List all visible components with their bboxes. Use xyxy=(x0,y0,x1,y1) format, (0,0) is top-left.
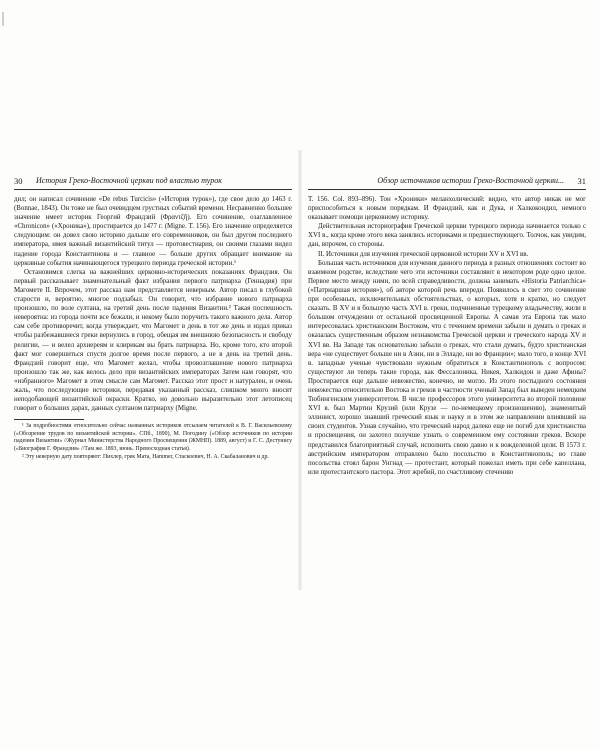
left-paragraph-1: дил; он написал сочинение «De rebus Turcicis» («История турок»), где свое дело до 1463 г. (Bonnae, 1843). Он тоже не был очевидцем грустных событий времени. Несравненно большее значение имеет историк Георгий Франдзий (Φραντζῆ). Его сочинение, озаглавленное «Chronicon» («Хроника»), простирается до 1477 г. (Migne. T. 156). Его значение определяется следующим: он довел свою историю дальше его современников, он был другом последнего императора, имея важный византийский титул — протовестиария, он своими глазами видел падение города Константинова и — главное — больше других обращает внимание на церковные события начинающегося турецкого периода греческой истории.¹ xyxy=(14,196,292,267)
footnote-1: ¹ За подробностями относительно сейчас названных историков отсылаем читателей к В. Г. Васильевскому («Обозрение трудов по византийской истории». СПб., 1890), М. Погодину («Обзор источников по истории падения Византии» //Журнал Министерства Народного Просвещения (ЖМНП). 1889, август) и Г. С. Дестунису («Биография Г. Франдзия» //Там же. 1893, июнь. Превосходная статья). xyxy=(14,423,292,453)
right-paragraph-1: T. 156. Col. 893–896). Тон «Хроники» меланхолический: видно, что автор никак не мог приспособиться к новым порядкам. И Франдзий, как и Дука, и Халкокондил, немного оказывает помощи церковному историку. xyxy=(308,196,586,222)
left-page xyxy=(14,175,292,461)
right-page-body xyxy=(308,195,586,477)
left-running-title: История Греко-Восточной церкви под властью турок xyxy=(36,176,222,185)
left-page-body xyxy=(14,195,292,413)
left-page-number: 30 xyxy=(14,176,23,186)
left-paragraph-2: Остановимся слегка на важнейших церковно-исторических показаниях Франдзия. Он первый рассказывает знаменательный факт избрания первого патриарха (Геннадия) при Магомете II. Впрочем, этот рассказ нам представляется неверным. Автор писал в глубокой старости и, вероятно, многое подзабыл. Он говорит, что избрание нового патриарха произошло, по воле султана, на третий день после падения Византии.² Такая поспешность невероятна: из города почти все бежали, и некому было поручить такого важного дела. Автор сам себе противоречит, когда утверждает, что Магомет в день в тот же день и издал приказ чтобы разбежавшиеся греки вернулись в город, обещая им внешнюю безопасность и свободу религии, — и велел архиереям и клирикам вы брать патриарха. Но, кроме того, кто второй факт мог совершиться спустя долгое время после первого, а не в день на третий день. Франдзий говорит еще, что Магомет желал, чтобы провозглашение нового патриарха произошло так же, как велось дело при византийских императорах Затем нам говорят, что «избранного» Магомет в этом смысле сам Магомет. Рассказ этот прост и натурален, и очень жаль, что последующие историки, передавая указанный рассказ, слишком много вносят неподобающей византийской окраски. Кратко, но довольно выразительно этот летописец говорит о больших дарах, данных султаном патриарху (Migne. xyxy=(14,268,292,413)
right-paragraph-3: Большая часть источников для изучения данного периода в разных отношениях состоит во взаимном родстве, вследствие чего эти источники составляют в некотором роде одно целое. Первое место между ними, по всей справедливости, должна занимать «Historia Patriarchica» («Патриаршая история»), об авторе которой речь впереди. Появилось в свет это сочинение при особенных, исключительных обстоятельствах, о которых, хотя и кратко, но следует сказать. В XV и в большую часть XVI в. греки, подчиненные турецкому владычеству, жили в большом отчуждении от остальной просвещенной Европы. А самая эта Европа так мало интересовалась христианским Востоком, что с течением времени забыли и думать о греках и оказалась существенным образом незнакомства Греческой церкви и греческого народа XV и XVI вв. На Западе так основательно забыли о греках, что стали думать, будто христианская вера «не существует больше ни в Азии, ни в Элладе, ни во Франции»; мало того, в конце XVI в. западные ученые чувствовали нужным обратиться в Константинополь с вопросом: существуют ли теперь такие города, как Фессалоника, Никея, Халкидон и даже Афины? Простирается еще дальше невежество, конечно, не могло. Из этого постыдного состояния невежества относительно Востока и греков в частности ученый Запад был выведен немецким Тюбингенским университетом. В числе профессоров этого университета во второй половине XVI в. был Мартин Крузий (или Крузе — по-немецкому произношению), знаменитый эллинист, хорошо знавший греческий язык и науку и в этом же направлении влиявший на своих студентов. Узнав случайно, что греческий народ далеко еще не погиб для христианства и просвещения, он захотел получше узнать о современном ему состоянии греков. Вскоре представился благоприятный случай, исполнить свою давно и к вожделенной цели. В 1573 г. австрийским императором отправлено было посольство в Константинополь; во главе посольства стоял барон Унгнад — протестант, который пожелал иметь при себе капеллана, или протестантского пастора. Этот жребий, по счастливому стечению xyxy=(308,259,586,476)
scan-mark xyxy=(2,12,4,26)
right-page-number: 31 xyxy=(577,176,586,186)
book-gutter xyxy=(298,150,302,590)
left-page-header xyxy=(14,175,292,190)
right-page xyxy=(308,175,586,477)
footnote-rule xyxy=(14,419,84,420)
right-page-header xyxy=(308,175,586,190)
section-heading: II. Источники для изучения греческой церковной истории XV и XVI вв. xyxy=(318,250,529,258)
right-paragraph-2: Действительная историография Греческой церкви турецкого периода начинается только с XVI в., когда кроме этого века занялись историками и предшествующего. Толчок, как увидим, дан, впрочем, со стороны. xyxy=(308,223,586,249)
footnote-2: ² Эту неверную дату повторяют: Пихлер, грек Мата, Hammer, Стаскоевич, Н. А. Скабаланович и др. xyxy=(22,453,269,460)
right-running-title: Обзор источников истории Греко-Восточной церкви... xyxy=(377,176,564,185)
left-footnotes xyxy=(14,419,292,461)
